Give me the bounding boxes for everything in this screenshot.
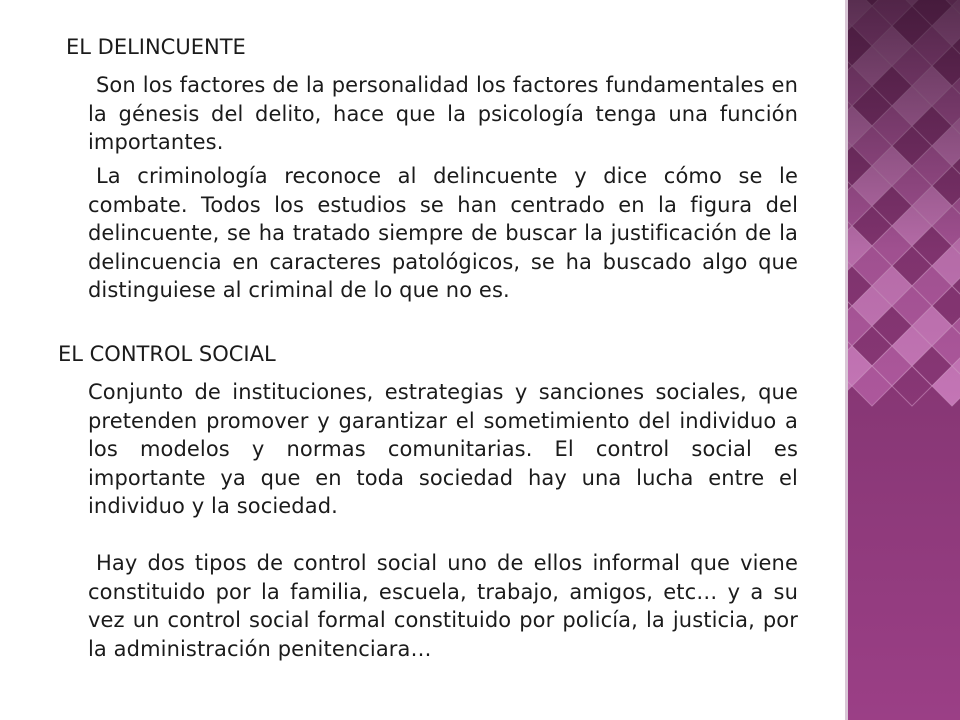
paragraph-control-social-definicion: Conjunto de instituciones, estrategias y sanciones sociales, que pretenden promover y garantizar el sometimiento del individuo a los modelos y normas comunitarias. El control social es importante ya que en toda sociedad hay una lucha entre el individuo y la sociedad. [88, 380, 798, 518]
decorative-sidebar [848, 0, 960, 720]
heading-el-control-social: EL CONTROL SOCIAL [58, 342, 276, 366]
paragraph-criminologia: La criminología reconoce al delincuente y dice cómo se le combate. Todos los estudios se han centrado en la figura del delincuente, se ha tratado siempre de buscar la justificación de la delincuencia en caracteres patológicos, se ha buscado algo que distinguiese al criminal de lo que no es. [88, 164, 798, 302]
diamond-pattern [848, 0, 960, 720]
sidebar-shading [848, 0, 960, 720]
heading-el-delincuente: EL DELINCUENTE [66, 35, 246, 59]
paragraph-tipos-control-social: Hay dos tipos de control social uno de ellos informal que viene constituido por la familia, escuela, trabajo, amigos, etc… y a su vez un control social formal constituido por policía, la justicia, por la administración penitenciara… [88, 551, 798, 661]
paragraph-personalidad: Son los factores de la personalidad los factores fundamentales en la génesis del delito, hace que la psicología tenga una función importantes. [88, 73, 798, 154]
